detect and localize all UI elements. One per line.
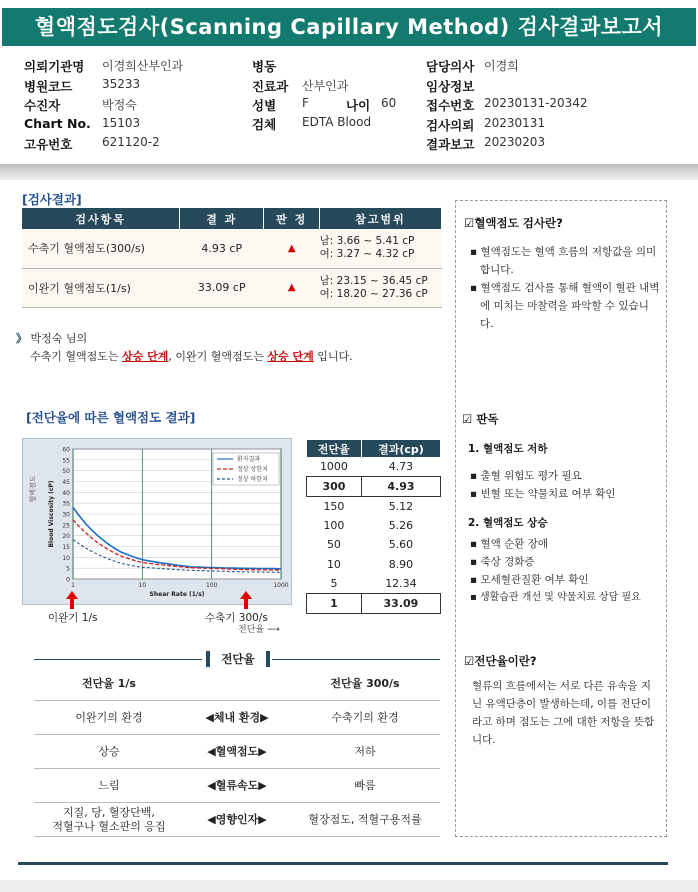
high-b4: 생활습관 개선 및 약물치료 상담 필요 bbox=[479, 592, 641, 603]
col-result: 결 과 bbox=[180, 208, 264, 229]
table-row bbox=[307, 535, 441, 555]
shear-value: 33.09 bbox=[361, 594, 440, 614]
ref-male: 남: 3.66 ~ 5.41 cP bbox=[319, 235, 415, 248]
table-row bbox=[307, 516, 441, 536]
request-value: 20230131 bbox=[484, 116, 546, 130]
checkbox-checked-icon: ☑ bbox=[464, 216, 475, 230]
what-bullet-2: ▪ 혈액점도 검사를 통해 혈액이 혈관 내벽에 미치는 마찰력을 파악할 수 있습니다. bbox=[470, 282, 660, 330]
x-tick-label: 100 bbox=[205, 582, 218, 589]
results-section-title: [검사결과] bbox=[22, 192, 82, 207]
table-row bbox=[307, 457, 441, 477]
report-value: 20230203 bbox=[484, 135, 546, 149]
low-b1: 출혈 위험도 평가 필요 bbox=[480, 470, 582, 482]
compare-row bbox=[34, 701, 440, 735]
dia-stage: 상승 단계 bbox=[267, 350, 314, 363]
bottom-bar bbox=[18, 862, 668, 865]
sex-label: 성별 bbox=[252, 98, 277, 113]
compare-row bbox=[34, 803, 440, 837]
what-b1: 혈액점도는 혈액 흐름의 저항값을 의미합니다. bbox=[480, 246, 657, 276]
shear-rate: 50 bbox=[326, 538, 341, 552]
doctor-label: 담당의사 bbox=[426, 59, 475, 74]
compare-line-left bbox=[34, 659, 202, 660]
shear-rate: 300 bbox=[307, 477, 362, 497]
y-tick-label: 35 bbox=[62, 500, 70, 508]
what-b2: 혈액점도 검사를 통해 혈액이 혈관 내벽에 미치는 마찰력을 파악할 수 있습니다. bbox=[480, 282, 660, 330]
arrow-right-icon: ▶ bbox=[258, 779, 267, 792]
compare-line-right bbox=[272, 659, 440, 660]
compare-title: 전단율 bbox=[221, 652, 255, 666]
result-item: 수축기 혈액점도(300/s) bbox=[22, 229, 180, 268]
compare-left: 이완기의 환경 bbox=[75, 711, 143, 724]
arrow-right-icon: ▶ bbox=[258, 745, 267, 758]
shear-col-value: 결과(cp) bbox=[361, 440, 440, 457]
high-bullet-4: ▪ 생활습관 개선 및 약물치료 상담 필요 bbox=[470, 592, 641, 603]
compare-mid bbox=[184, 769, 290, 803]
y-tick-label: 5 bbox=[66, 565, 70, 573]
marker-sub bbox=[238, 622, 280, 635]
result-value: 33.09 cP bbox=[180, 268, 264, 307]
high-bullet-2: ▪ 죽상 경화증 bbox=[470, 556, 535, 568]
shear-value: 4.93 bbox=[361, 477, 440, 497]
x-tick-label: 1000 bbox=[273, 582, 289, 589]
top-margin bbox=[0, 0, 698, 8]
high-bullet-1: ▪ 혈액 순환 장애 bbox=[470, 538, 549, 550]
y-tick-label: 60 bbox=[62, 446, 70, 454]
what-title-text: 혈액점도 검사란? bbox=[474, 216, 563, 230]
specimen-label: 검체 bbox=[252, 117, 277, 132]
flag-up-icon: ▲ bbox=[264, 229, 320, 268]
chart-label: Chart No. bbox=[24, 116, 91, 131]
col-flag: 판 정 bbox=[264, 208, 320, 229]
shear-section-title: [전단율에 따른 혈액점도 결과] bbox=[26, 410, 196, 425]
shear-value: 5.26 bbox=[388, 518, 414, 532]
patient-label: 수진자 bbox=[24, 98, 61, 113]
chart-svg bbox=[23, 439, 293, 606]
checkbox-checked-icon: ☑ bbox=[462, 412, 473, 426]
request-label: 검사의뢰 bbox=[426, 118, 475, 133]
ref-male: 남: 23.15 ~ 36.45 cP bbox=[319, 274, 428, 287]
unique-label: 고유번호 bbox=[24, 137, 73, 152]
shear-value: 12.34 bbox=[385, 577, 417, 590]
shear-rate: 1000 bbox=[319, 460, 348, 473]
sex-value: F bbox=[302, 96, 309, 110]
dept-value: 산부인과 bbox=[302, 79, 349, 93]
compare-left-head: 전단율 1/s bbox=[82, 677, 136, 690]
report-title: 혈액점도검사(Scanning Capillary Method) 검사결과보고서 bbox=[2, 8, 696, 46]
comment-post: 입니다. bbox=[313, 350, 353, 363]
checkbox-checked-icon: ☑ bbox=[464, 654, 475, 668]
result-ref bbox=[320, 229, 442, 268]
table-row bbox=[307, 574, 441, 594]
judge-title bbox=[462, 411, 499, 427]
table-row bbox=[307, 496, 441, 516]
receipt-label: 접수번호 bbox=[426, 98, 475, 113]
ref-female: 여: 18.20 ~ 27.36 cP bbox=[319, 287, 428, 300]
unique-value: 621120-2 bbox=[102, 135, 160, 149]
patient-info bbox=[0, 52, 698, 164]
compare-right-head: 전단율 300/s bbox=[330, 677, 400, 690]
shear-value: 5.12 bbox=[388, 499, 414, 513]
arrow-right-icon: ▶ bbox=[260, 711, 269, 724]
chart-value: 15103 bbox=[102, 116, 141, 130]
compare-mid bbox=[184, 803, 290, 837]
x-tick-label: 10 bbox=[138, 582, 147, 589]
y-tick-label: 10 bbox=[62, 554, 70, 562]
x-tick-label: 1 bbox=[71, 582, 75, 589]
compare-left: 상승 bbox=[98, 745, 120, 758]
shear-def-title-text: 전단율이란? bbox=[474, 654, 537, 668]
y-axis-label: Blood Viscosity (cP) bbox=[48, 480, 55, 548]
y-tick-label: 25 bbox=[62, 522, 70, 530]
compare-right: 빠름 bbox=[354, 779, 376, 792]
high-b2: 죽상 경화증 bbox=[480, 556, 535, 568]
compare-row bbox=[34, 735, 440, 769]
comment-name: 박정숙 님의 bbox=[30, 332, 88, 345]
compare-row bbox=[34, 769, 440, 803]
y-tick-label: 30 bbox=[62, 511, 70, 519]
shear-value: 8.90 bbox=[388, 557, 414, 571]
compare-right: 혈장점도, 적혈구용적률 bbox=[308, 813, 422, 826]
results-table bbox=[22, 208, 442, 308]
ref-female: 여: 3.27 ~ 4.32 cP bbox=[319, 248, 415, 261]
shear-rate: 10 bbox=[326, 557, 341, 571]
chevron-right-icon: 》 bbox=[16, 332, 27, 345]
compare-mid-label: 혈액점도 bbox=[215, 745, 259, 758]
low-b2: 빈혈 또는 약물치료 여부 확인 bbox=[480, 488, 616, 500]
info-sidebar bbox=[455, 200, 667, 837]
report-label: 결과보고 bbox=[426, 137, 475, 152]
y-tick-label: 50 bbox=[62, 468, 70, 476]
compare-bar-right bbox=[266, 651, 270, 667]
compare-left: 느림 bbox=[98, 779, 120, 792]
specimen-value: EDTA Blood bbox=[302, 115, 372, 129]
legend-entry: 환자결과 bbox=[237, 456, 261, 463]
comment-pre: 수축기 혈액점도는 bbox=[30, 350, 123, 363]
dept-label: 진료과 bbox=[252, 79, 289, 94]
shear-col-rate: 전단율 bbox=[307, 440, 362, 457]
col-item: 검사항목 bbox=[22, 208, 180, 229]
hospital-code-label: 병원코드 bbox=[24, 79, 73, 94]
doctor-value: 이경희 bbox=[484, 59, 519, 73]
result-ref bbox=[320, 268, 442, 307]
arrow-left-icon: ◀ bbox=[205, 711, 214, 724]
high-title: 2. 혈액점도 상승 bbox=[468, 517, 548, 529]
footer-strip bbox=[0, 880, 698, 892]
viscosity-chart bbox=[22, 438, 292, 605]
table-row bbox=[22, 268, 442, 307]
shear-def-text: 혈류의 흐름에서는 서로 다른 유속을 지닌 유액단층이 발생하는데, 이를 전단이라고 하며 점도는 그에 대한 저항을 뜻합니다. bbox=[472, 680, 655, 746]
what-bullet-1: ▪ 혈액점도는 혈액 흐름의 저항값을 의미합니다. bbox=[470, 246, 657, 276]
shear-value: 5.60 bbox=[388, 538, 414, 552]
y-tick-label: 45 bbox=[62, 479, 70, 486]
compare-mid bbox=[184, 735, 290, 769]
table-row bbox=[307, 555, 441, 575]
age-label: 나이 bbox=[346, 98, 371, 113]
age-value: 60 bbox=[381, 96, 397, 110]
what-title bbox=[464, 215, 563, 231]
compare-mid-label: 혈류속도 bbox=[215, 779, 259, 792]
x-axis-label: Shear Rate (1/s) bbox=[149, 591, 205, 598]
shear-table bbox=[306, 440, 441, 614]
compare-right: 수축기의 환경 bbox=[331, 711, 399, 724]
low-title: 1. 혈액점도 저하 bbox=[468, 443, 548, 455]
legend-entry: 정상 하한치 bbox=[237, 476, 268, 483]
y-tick-label: 0 bbox=[66, 576, 70, 584]
shear-rate: 5 bbox=[330, 577, 338, 590]
y-tick-label: 55 bbox=[62, 457, 70, 465]
high-bullet-3: ▪ 모세혈관질환 여부 확인 bbox=[470, 574, 589, 586]
sys-stage: 상승 단계 bbox=[122, 350, 169, 363]
arrow-left-icon: ◀ bbox=[207, 779, 216, 792]
section-divider bbox=[0, 164, 698, 180]
low-bullet-1: ▪ 출혈 위험도 평가 필요 bbox=[470, 470, 582, 482]
y-tick-label: 20 bbox=[62, 533, 70, 541]
compare-left: 지질, 당, 혈장단백, 적혈구나 혈소판의 응집 bbox=[52, 806, 166, 833]
shear-rate: 100 bbox=[323, 518, 345, 532]
col-ref: 참고범위 bbox=[320, 208, 442, 229]
hospital-code-value: 35233 bbox=[102, 77, 141, 91]
shear-rate: 150 bbox=[323, 499, 345, 513]
marker-sub-text: 전단율 bbox=[238, 625, 265, 635]
clinical-label: 임상정보 bbox=[426, 79, 475, 94]
compare-mid-label: 영향인자 bbox=[215, 813, 259, 826]
up-arrow-icon bbox=[240, 591, 252, 609]
institution-label: 의뢰기관명 bbox=[24, 59, 85, 74]
arrow-right-icon: ▶ bbox=[258, 813, 267, 826]
side-label: 혈액점도 bbox=[29, 475, 37, 503]
marker-label-dia: 이완기 1/s bbox=[48, 612, 98, 624]
patient-value: 박정숙 bbox=[102, 98, 137, 112]
shear-def-title bbox=[464, 653, 537, 669]
y-tick-label: 15 bbox=[62, 544, 70, 551]
compare-mid bbox=[184, 701, 290, 735]
marker-label-sys: 수축기 300/s bbox=[205, 612, 268, 624]
ward-label: 병동 bbox=[252, 59, 277, 74]
high-b3: 모세혈관질환 여부 확인 bbox=[480, 574, 589, 586]
arrow-right-icon: ⟶ bbox=[266, 625, 280, 635]
comment-mid: , 이완기 혈액점도는 bbox=[168, 350, 268, 363]
flag-up-icon: ▲ bbox=[264, 268, 320, 307]
high-b1: 혈액 순환 장애 bbox=[480, 538, 549, 550]
shear-rate: 1 bbox=[307, 594, 362, 614]
arrow-left-icon: ◀ bbox=[207, 813, 216, 826]
y-tick-label: 40 bbox=[62, 489, 70, 497]
table-row bbox=[307, 594, 441, 614]
compare-mid-label: 체내 환경 bbox=[213, 711, 261, 724]
arrow-left-icon: ◀ bbox=[207, 745, 216, 758]
result-item: 이완기 혈액점도(1/s) bbox=[22, 268, 180, 307]
judge-title-text: 판독 bbox=[476, 412, 499, 426]
result-value: 4.93 cP bbox=[180, 229, 264, 268]
institution-value: 이경희산부인과 bbox=[102, 59, 184, 73]
compare-head-row bbox=[34, 667, 440, 701]
up-arrow-icon bbox=[66, 591, 78, 609]
low-bullet-2: ▪ 빈혈 또는 약물치료 여부 확인 bbox=[470, 488, 616, 500]
compare-right: 저하 bbox=[354, 745, 376, 758]
table-row bbox=[22, 229, 442, 268]
table-row bbox=[307, 477, 441, 497]
result-comment bbox=[16, 330, 353, 366]
legend-entry: 정상 상한치 bbox=[237, 466, 268, 473]
shear-value: 4.73 bbox=[388, 460, 414, 473]
receipt-value: 20230131-20342 bbox=[484, 96, 588, 110]
